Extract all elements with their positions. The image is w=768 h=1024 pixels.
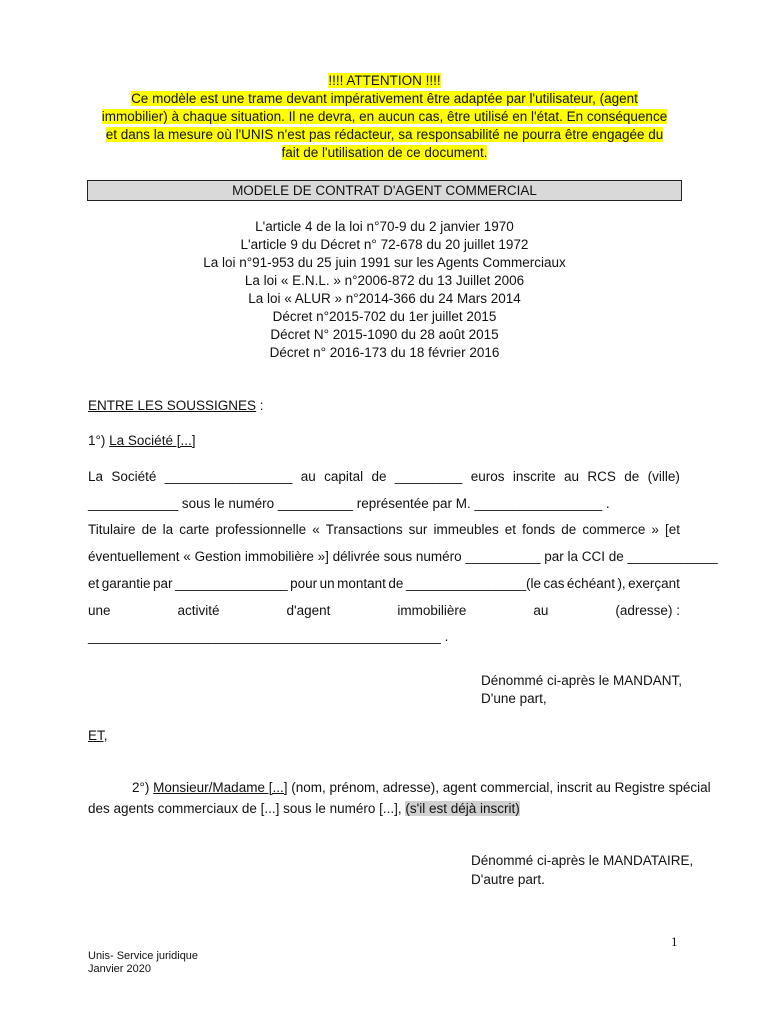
warning-line-2: Ce modèle est une trame devant impérativement être adaptée par l'utilisateur, (agent [131,91,638,106]
footer-line-1: Unis- Service juridique [88,950,199,962]
word: de [371,469,387,484]
party-2-registered-note: (s'il est déjà inscrit) [405,801,520,816]
parties-heading-colon: : [256,398,264,413]
party-2-name: Monsieur/Madame [...] [153,780,288,795]
word: de [388,576,404,591]
et-separator: ET, [88,728,108,743]
mandant-designation [481,672,682,708]
party-1-heading [88,433,680,448]
word: d'agent [286,603,331,618]
word: échéant [566,576,615,591]
reference-line: L'article 9 du Décret n° 72-678 du 20 juillet 1972 [240,237,529,252]
warning-line-1: !!!! ATTENTION !!!! [328,73,441,88]
word: [et [664,522,680,537]
parties-heading-text: ENTRE LES SOUSSIGNES [88,398,257,413]
word: Transactions [325,522,403,537]
footer-line-2: Janvier 2020 [88,963,151,975]
word: _________ [394,469,463,484]
word: et [504,522,517,537]
word: _________________ [164,469,293,484]
warning-line-3: immobilier) à chaque situation. Il ne devra, en aucun cas, être utilisé en l'état. En conséquence [101,109,668,124]
party-1-line-1 [88,469,680,484]
mandataire-designation [471,851,693,889]
document-title: MODELE DE CONTRAT D'AGENT COMMERCIAL [87,180,682,201]
word: RCS [587,469,616,484]
word: de [141,522,157,537]
party-1-line-2: ____________ sous le numéro __________ représentée par M. _________________ . [88,496,610,511]
mandataire-line-2: D'autre part. [471,872,545,887]
word: professionnelle [215,522,307,537]
party-1-line-3 [88,522,680,537]
reference-line: La loi « E.N.L. » n°2006-872 du 13 Juillet 2006 [244,273,525,288]
word: de [561,522,577,537]
warning-notice [88,72,681,162]
word: la [162,522,174,537]
word: une [88,603,111,618]
word: (ville) [647,469,680,484]
parties-heading [88,398,680,413]
word: carte [179,522,210,537]
party-1-number: 1°) [88,433,110,448]
reference-line: Décret N° 2015-1090 du 28 août 2015 [270,327,499,342]
party-2-line-2 [88,801,680,816]
reference-line: L'article 4 de la loi n°70-9 du 2 janvier 1970 [255,219,514,234]
footer [88,950,198,976]
word: euros [470,469,505,484]
word: de [624,469,640,484]
reference-line: Décret n°2015-702 du 1er juillet 2015 [272,309,497,324]
page-number: 1 [671,934,678,949]
party-2-description: (nom, prénom, adresse), agent commercial, inscrit au Registre spécial [287,780,711,795]
word: Société [111,469,157,484]
party-1-line-4: éventuellement « Gestion immobilière »] délivrée sous numéro __________ par la CCI de ____________ [88,549,718,564]
party-2-registry: des agents commerciaux de [...] sous le numéro [...], [88,801,406,816]
word: ________________(le [405,576,541,591]
word: capital [324,469,364,484]
word: sur [408,522,428,537]
word: inscrite [512,469,556,484]
word: au [564,469,580,484]
word: au [533,603,549,618]
party-1-line-5 [88,576,680,591]
word: cas [543,576,565,591]
word: ), [617,576,626,591]
word: un [319,576,335,591]
word: immeubles [433,522,499,537]
word: Titulaire [88,522,136,537]
warning-line-5: fait de l'utilisation de ce document. [281,145,488,160]
word: exerçant [628,576,680,591]
word: immobilière [397,603,467,618]
word: au [300,469,316,484]
word: garantie [101,576,151,591]
word: pour [290,576,318,591]
mandant-line-1: Dénommé ci-après le MANDANT, [481,673,683,688]
mandataire-line-1: Dénommé ci-après le MANDATAIRE, [471,853,694,868]
party-2-line-1 [88,780,711,795]
party-1-line-7: _______________________________________________ . [88,629,449,644]
reference-line: Décret n° 2016-173 du 18 février 2016 [269,345,500,360]
reference-line: La loi n°91-953 du 25 juin 1991 sur les Agents Commerciaux [203,255,566,270]
word: commerce [582,522,646,537]
word: fonds [522,522,556,537]
mandant-line-2: D'une part, [481,691,547,706]
word: montant [337,576,386,591]
word: (adresse) : [615,603,680,618]
word: La [88,469,104,484]
word: activité [177,603,220,618]
party-2-number: 2°) [132,780,154,795]
legal-references [88,218,681,362]
word: par [153,576,173,591]
warning-line-4: et dans la mesure où l'UNIS n'est pas rédacteur, sa responsabilité ne pourra être engagée du [105,127,664,142]
word: » [651,522,659,537]
word: _______________ [174,576,288,591]
word: « [312,522,320,537]
word: et [88,576,100,591]
party-1-name: La Société [...] [109,433,196,448]
reference-line: La loi « ALUR » n°2014-366 du 24 Mars 2014 [248,291,521,306]
party-1-line-6 [88,603,680,618]
